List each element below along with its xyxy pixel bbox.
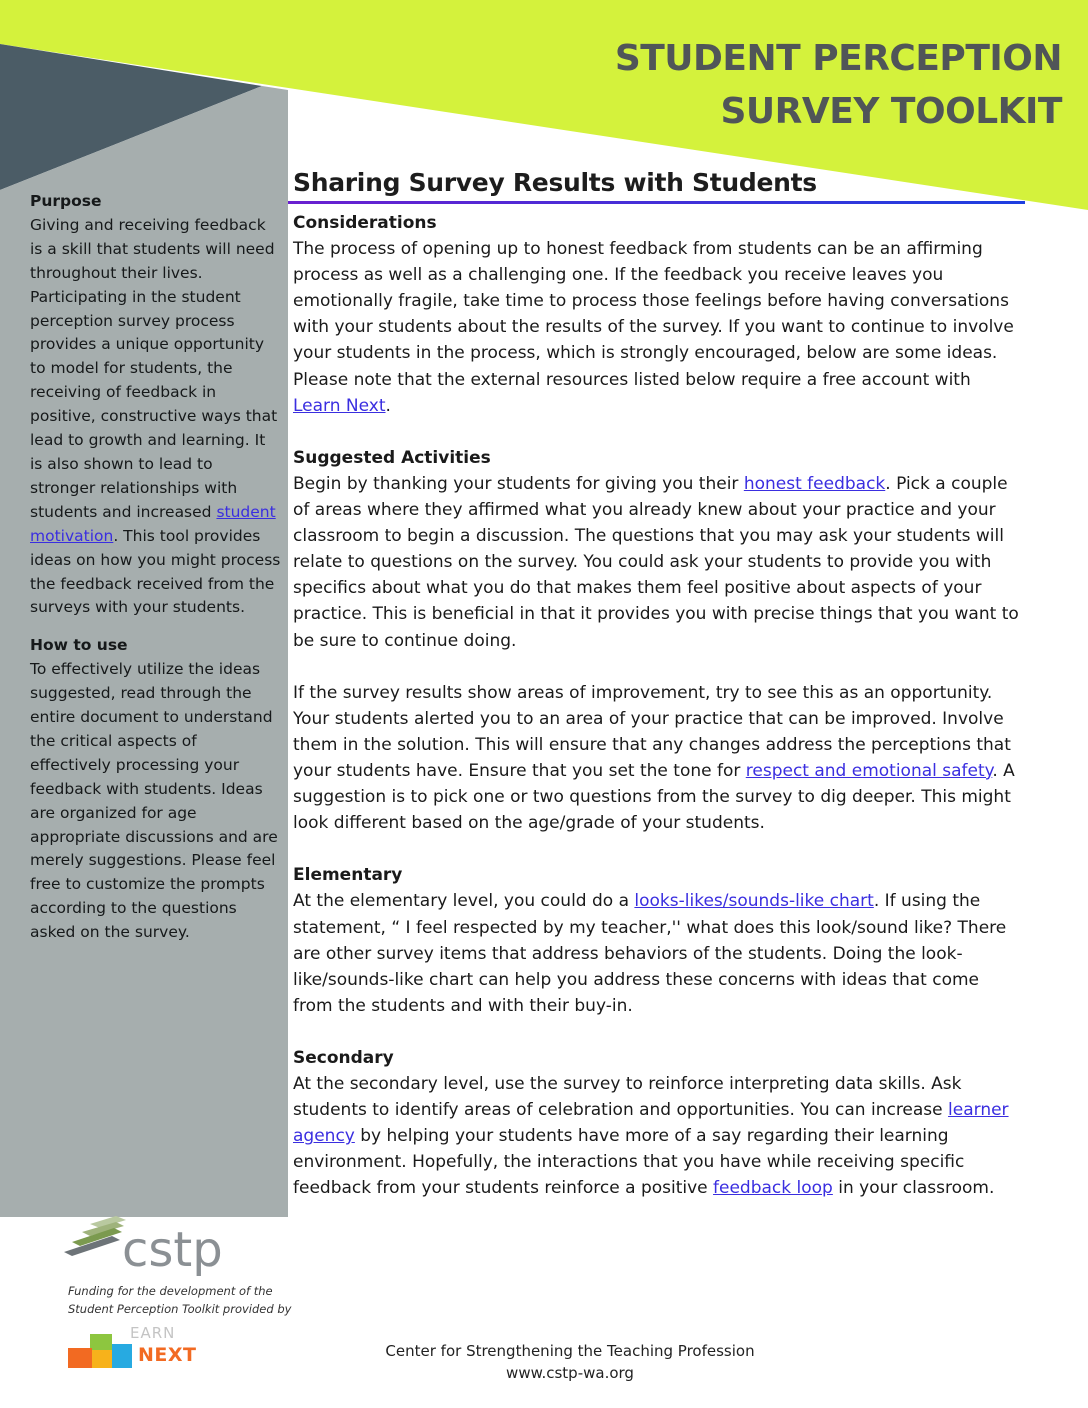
- sidebar: [0, 190, 288, 1217]
- considerations-text: [293, 236, 1023, 419]
- activities-paragraph-2: [293, 680, 1023, 837]
- cstp-logo: [62, 1214, 242, 1286]
- elementary-text-b: . If using the statement, “ I feel respected by my teacher,'' what does this look/sound like? There are other survey items that address behaviors of the students. Doing the look-like/sounds-like chart can help you address these concerns with ideas that come from the students and with their buy-in.: [293, 891, 1007, 1016]
- suggested-activities-heading: Suggested Activities: [293, 447, 491, 468]
- learn-next-top-text: EARN: [130, 1324, 176, 1342]
- learn-next-link[interactable]: Learn Next: [293, 395, 386, 416]
- title-line-2: SURVEY TOOLKIT: [720, 91, 1062, 132]
- secondary-text: [293, 1071, 1023, 1201]
- looks-like-chart-link[interactable]: looks-likes/sounds-like chart: [634, 891, 874, 912]
- considerations-text-a: The process of opening up to honest feedback from students can be an affirming process as well as a challenging one. If the feedback you receive leaves you emotionally fragile, take time to process those feelings before having conversations with your students about the results of the survey. If you want to continue to involve your students in the process, which is strongly encouraged, below are some ideas. Please note that the external resources listed below require a free account with: [293, 239, 1014, 390]
- funding-line-1: Funding for the development of the: [68, 1284, 273, 1298]
- main-content: [293, 210, 1023, 1228]
- elementary-text: [293, 888, 1023, 1018]
- learner-agency-link[interactable]: learner agency: [293, 1100, 1009, 1147]
- secondary-text-c: in your classroom.: [832, 1178, 995, 1199]
- student-motivation-link[interactable]: student motivation: [30, 502, 276, 545]
- respect-emotional-safety-link[interactable]: respect and emotional safety: [745, 760, 993, 781]
- purpose-text-a: Giving and receiving feedback is a skill that students will need throughout their lives. Participating in the student perception survey process provides a unique opportunity to model for students, the receiving of feedback in positive, constructive ways that lead to growth and learning. It is also shown to lead to stronger relationships with students and increased: [30, 215, 278, 521]
- toolkit-title: [615, 32, 1062, 138]
- secondary-text-b: by helping your students have more of a say regarding their learning environment. Hopefully, the interactions that you have while receiving specific feedback from your students reinforce a positive: [293, 1126, 965, 1199]
- honest-feedback-link[interactable]: honest feedback: [743, 473, 886, 494]
- activities-p1-a: Begin by thanking your students for giving you their: [293, 473, 744, 494]
- activities-p1-b: . Pick a couple of areas where they affirmed what you already knew about your practice and your classroom to begin a discussion. The questions that you may ask your students will relate to questions on the survey. You could ask your students to provide you with specifics about what you do that makes them feel positive about aspects of your practice. This is beneficial in that it provides you with precise things that you want to be sure to continue doing.: [293, 473, 1019, 651]
- activities-paragraph-1: [293, 471, 1023, 654]
- purpose-text: [30, 214, 282, 620]
- feedback-loop-link[interactable]: feedback loop: [713, 1178, 833, 1199]
- secondary-text-a: At the secondary level, use the survey to reinforce interpreting data skills. Ask students to identify areas of celebration and opportunities. You can increase: [293, 1074, 962, 1121]
- section-title: Sharing Survey Results with Students: [293, 168, 817, 197]
- footer-url: www.cstp-wa.org: [506, 1364, 634, 1382]
- cstp-logo-text: cstp: [122, 1222, 223, 1278]
- secondary-heading: Secondary: [293, 1048, 394, 1068]
- activities-p2-b: . A suggestion is to pick one or two questions from the survey to dig deeper. This might look different based on the age/grade of your students.: [293, 760, 1015, 834]
- sidebar-content: [30, 190, 282, 959]
- considerations-text-b: .: [385, 395, 391, 416]
- how-to-use-heading: How to use: [30, 636, 128, 655]
- title-underline: [288, 201, 1025, 204]
- purpose-heading: Purpose: [30, 192, 102, 210]
- title-line-1: STUDENT PERCEPTION: [614, 38, 1062, 79]
- footer-org: Center for Strengthening the Teaching Profession: [385, 1342, 755, 1360]
- funding-note: [68, 1282, 291, 1318]
- considerations-heading: Considerations: [293, 213, 437, 233]
- activities-p2-a: If the survey results show areas of improvement, try to see this as an opportunity. Your students alerted you to an area of your practice that can be improved. Involve them in the solution. This will ensure that any changes address the perceptions that your students have. Ensure that you set the tone for: [293, 682, 1011, 781]
- elementary-text-a: At the elementary level, you could do a: [293, 891, 635, 912]
- purpose-text-b: . This tool provides ideas on how you might process the feedback received from the surveys with your students.: [30, 526, 281, 617]
- footer: [330, 1340, 810, 1384]
- how-to-use-text: To effectively utilize the ideas suggested, read through the entire document to understand the critical aspects of effectively processing your feedback with students. Ideas are organized for age appropriate discussions and are merely suggestions. Please feel free to customize the prompts according to the questions asked on the survey.: [30, 660, 278, 942]
- elementary-heading: Elementary: [293, 865, 403, 886]
- learn-next-bottom-text: NEXT: [138, 1344, 197, 1366]
- funding-line-2: Student Perception Toolkit provided by: [68, 1302, 292, 1316]
